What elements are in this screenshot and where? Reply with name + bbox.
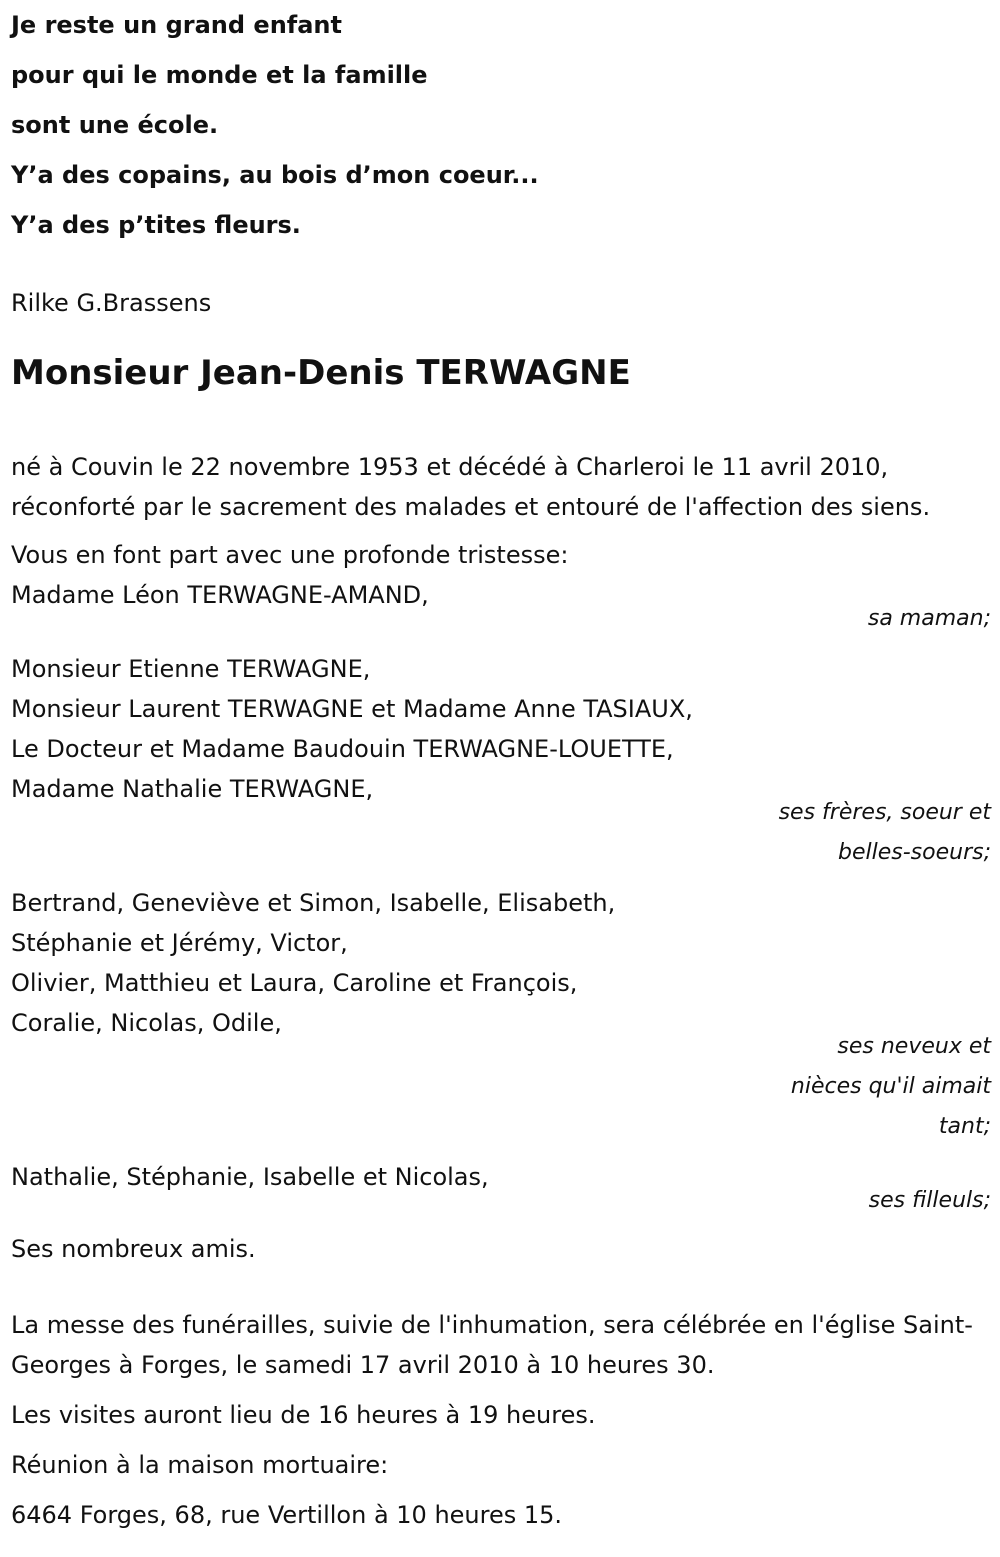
relation-line: sa maman; (867, 606, 991, 631)
family-name-line: Stéphanie et Jérémy, Victor, (11, 929, 348, 957)
family-name-line: Monsieur Etienne TERWAGNE, (11, 655, 371, 683)
family-name-line: Bertrand, Geneviève et Simon, Isabelle, Elisabeth, (11, 889, 616, 917)
meeting-paragraph: Réunion à la maison mortuaire: (11, 1451, 389, 1479)
relation-line: nièces qu'il aimait (790, 1074, 991, 1099)
poem-line: Je reste un grand enfant (11, 11, 342, 39)
poem-author: Rilke G.Brassens (11, 289, 212, 317)
family-name-line: Madame Nathalie TERWAGNE, (11, 775, 374, 803)
address-paragraph: 6464 Forges, 68, rue Vertillon à 10 heures 15. (11, 1501, 563, 1529)
family-name-line: Olivier, Matthieu et Laura, Caroline et François, (11, 969, 578, 997)
obituary-page (11, 0, 991, 1535)
poem-line: Y’a des p’tites fleurs. (11, 211, 301, 239)
relation-label (11, 1027, 991, 1147)
relation-line: ses frères, soeur et (778, 800, 991, 825)
funeral-paragraph: La messe des funérailles, suivie de l'inhumation, sera célébrée en l'église Saint-Georges à Forges, le samedi 17 avril 2010 à 10 heures 30. (11, 1311, 973, 1379)
page-title: Monsieur Jean-Denis TERWAGNE (11, 353, 631, 393)
poem-line: pour qui le monde et la famille (11, 61, 428, 89)
relation-line: belles-soeurs; (838, 840, 991, 865)
relation-line: tant; (938, 1114, 991, 1139)
family-group-siblings (11, 649, 991, 809)
family-name-line: Nathalie, Stéphanie, Isabelle et Nicolas, (11, 1163, 489, 1191)
relation-line: ses filleuls; (868, 1188, 991, 1213)
visits-paragraph: Les visites auront lieu de 16 heures à 19 heures. (11, 1401, 596, 1429)
family-name-line: Coralie, Nicolas, Odile, (11, 1009, 282, 1037)
friends-line: Ses nombreux amis. (11, 1235, 256, 1263)
poem-line: Y’a des copains, au bois d’mon coeur... (11, 161, 539, 189)
relation-line: ses neveux et (837, 1034, 991, 1059)
family-name-line: Le Docteur et Madame Baudouin TERWAGNE-LOUETTE, (11, 735, 674, 763)
family-group-nephews (11, 883, 991, 1043)
family-name-line: Monsieur Laurent TERWAGNE et Madame Anne TASIAUX, (11, 695, 693, 723)
announcement: Vous en font part avec une profonde tristesse: (11, 541, 569, 569)
birth-death-paragraph: né à Couvin le 22 novembre 1953 et décédé à Charleroi le 11 avril 2010, réconforté par le sacrement des malades et entouré de l'affection des siens. (11, 453, 931, 521)
family-name-line: Madame Léon TERWAGNE-AMAND, (11, 581, 429, 609)
poem (11, 0, 991, 250)
poem-line: sont une école. (11, 111, 219, 139)
